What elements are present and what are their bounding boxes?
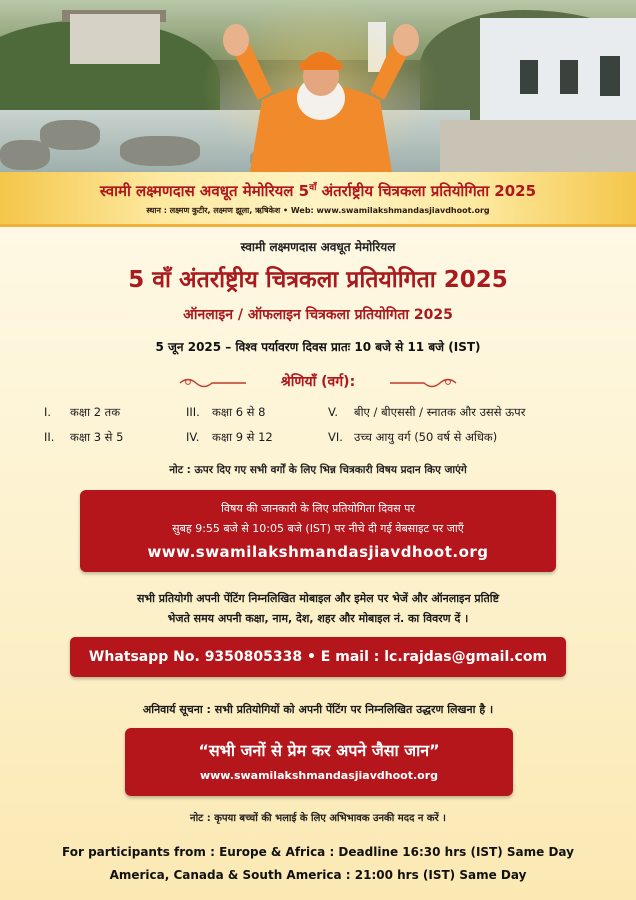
ornament-right-icon xyxy=(388,378,458,388)
header-band xyxy=(0,172,636,224)
category-item: I. कक्षा 2 तक xyxy=(44,405,121,419)
mandatory-notice: अनिवार्य सूचना : सभी प्रतियोगियों को अपनी पेंटिंग पर निम्नलिखित उद्धरण लिखना है । xyxy=(142,703,494,716)
quote-website-link[interactable]: www.swamilakshmandasjiavdhoot.org xyxy=(199,769,439,782)
topic-line-2: सुबह 9:55 बजे से 10:05 बजे (IST) पर नीचे दी गई वेबसाइट पर जाएँ xyxy=(172,522,464,535)
category-item: V. बीए / बीएससी / स्नातक और उससे ऊपर xyxy=(328,405,526,419)
memorial-subtitle: स्वामी लक्ष्मणदास अवधूत मेमोरियल xyxy=(240,240,396,254)
category-item: IV. कक्षा 9 से 12 xyxy=(186,430,273,444)
submission-line-1: सभी प्रतियोगी अपनी पेंटिंग निम्नलिखित मोबाइल और इमेल पर भेजें और ऑनलाइन प्रतिष्टि xyxy=(136,592,500,605)
header-title: स्वामी लक्ष्मणदास अवधूत मेमोरियल $5^{वाँ}$ अंतर्राष्ट्रीय चित्रकला प्रतियोगिता 2025 xyxy=(99,182,537,200)
parents-note: नोट : कृपया बच्चों की भलाई के लिए अभिभावक उनकी मदद न करें । xyxy=(190,813,446,824)
contact-details[interactable]: Whatsapp No. 9350805338 • E mail : lc.rajdas@gmail.com xyxy=(88,649,548,665)
venue-line: स्थान : लक्ष्मण कुटीर, लक्ष्मण झूला, ऋषिकेश • Web: www.swamilakshmandasjiavdhoot.org xyxy=(146,206,490,215)
submission-line-2: भेजते समय अपनी कक्षा, नाम, देश, शहर और मोबाइल नं. का विवरण दें । xyxy=(167,612,469,625)
deadline-line-2: America, Canada & South America : 21:00 hrs (IST) Same Day xyxy=(109,868,527,882)
topic-line-1: विषय की जानकारी के लिए प्रतियोगिता दिवस पर xyxy=(221,502,415,515)
categories-note: नोट : ऊपर दिए गए सभी वर्गों के लिए भिन्न चित्रकारी विषय प्रदान किए जाएंगे xyxy=(169,464,467,476)
categories-heading xyxy=(0,372,636,394)
categories-title: श्रेणियाँ (वर्ग): xyxy=(280,374,356,390)
category-item: VI. उच्च आयु वर्ग (50 वर्ष से अधिक) xyxy=(328,430,498,444)
topic-website-link[interactable]: www.swamilakshmandasjiavdhoot.org xyxy=(147,543,489,561)
contact-box xyxy=(70,637,566,677)
deadline-line-1: For participants from : Europe & Africa : Deadline 16:30 hrs (IST) Same Day xyxy=(62,845,574,859)
topic-info-box xyxy=(80,490,556,572)
category-item: III. कक्षा 6 से 8 xyxy=(186,405,266,419)
quote-text: “सभी जनों से प्रेम कर अपने जैसा जान” xyxy=(198,741,440,760)
event-date: 5 जून 2025 – विश्व पर्यावरण दिवस प्रातः 10 बजे से 11 बजे (IST) xyxy=(155,340,481,354)
competition-title: 5 वाँ अंतर्राष्ट्रीय चित्रकला प्रतियोगिता 2025 xyxy=(128,267,508,293)
swami-figure xyxy=(0,0,636,172)
hero-photo xyxy=(0,0,636,172)
category-item: II. कक्षा 3 से 5 xyxy=(44,430,124,444)
quote-box xyxy=(125,728,513,796)
divider xyxy=(0,224,636,227)
competition-mode: ऑनलाइन / ऑफलाइन चित्रकला प्रतियोगिता 2025 xyxy=(183,307,453,323)
